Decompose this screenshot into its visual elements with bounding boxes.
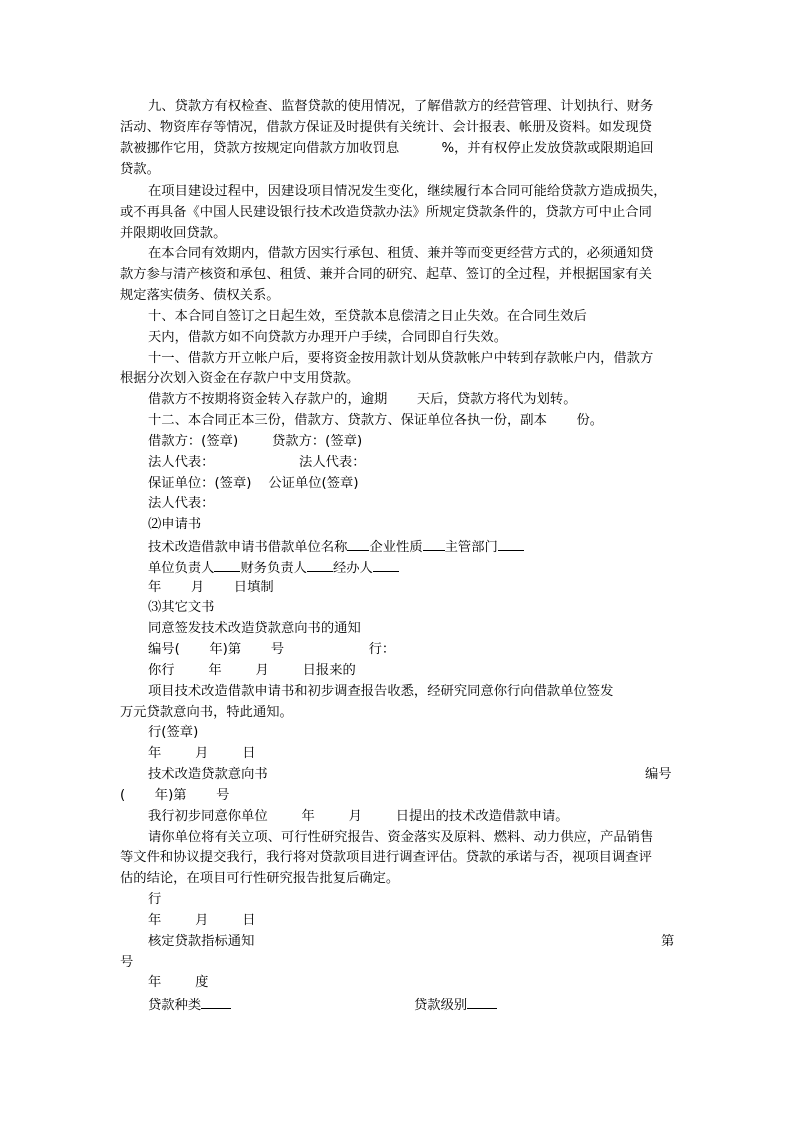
signature-legal-rep: 法人代表：: [148, 496, 215, 511]
intent-letter-body-line-2: 请你单位将有关立项、可行性研究报告、资金落实及原料、燃料、动力供应，产品销售: [148, 830, 654, 845]
quota-loan-level: [414, 996, 497, 1014]
intent-letter-sign: 行: [148, 892, 162, 907]
notice-body-line-1: 你行 年 月 日报来的: [148, 663, 356, 678]
section-other-docs-heading: ⑶其它文书: [148, 600, 215, 615]
quota-loan-type: [148, 996, 231, 1014]
blank-underline: [423, 538, 445, 551]
quota-notice-number-label: 第: [661, 934, 675, 949]
intent-letter-number-label: 编号: [645, 767, 672, 782]
field-label-handler: 经办人: [332, 561, 373, 576]
notice-date: 年 月 日: [148, 746, 256, 761]
blank-underline: [467, 996, 497, 1009]
signature-borrower-lender: 借款方：(签章) 贷款方：(签章): [148, 434, 363, 449]
section-application-heading: ⑵申请书: [148, 517, 202, 532]
clause-10-line-2: 天内，借款方如不向贷款方办理开户手续，合同即自行失效。: [148, 330, 508, 345]
blank-underline: [307, 559, 333, 572]
application-form-line-2: [148, 559, 399, 577]
application-fill-date: 年 月 日填制: [148, 580, 274, 595]
quota-notice-number-suffix: 号: [120, 955, 134, 970]
notice-body-line-3: 万元贷款意向书，特此通知。: [120, 705, 293, 720]
field-label-borrower-name: 技术改造借款申请书借款单位名称: [148, 540, 348, 555]
intent-letter-number-line: ( 年)第 号: [120, 788, 230, 803]
application-form-line-1: [148, 538, 524, 556]
notice-number-line: 编号( 年)第 号 行：: [148, 642, 396, 657]
quota-notice-title: 核定贷款指标通知: [148, 934, 255, 949]
clause-11-line-2: 根据分次划入资金在存款户中支用贷款。: [120, 371, 360, 386]
clause-9-line-4: 贷款。: [120, 162, 160, 177]
clause-9-line-1: 九、贷款方有权检查、监督贷款的使用情况，了解借款方的经营管理、计划执行、财务: [148, 99, 654, 114]
intent-letter-body-line-4: 估的结论，在项目可行性研究报告批复后确定。: [120, 871, 400, 886]
signature-guarantor-notary: 保证单位：(签章) 公证单位(签章): [148, 476, 359, 491]
signature-legal-reps: 法人代表： 法人代表：: [148, 455, 366, 470]
notice-body-line-2: 项目技术改造借款申请书和初步调查报告收悉，经研究同意你行向借款单位签发: [148, 684, 614, 699]
project-change-line-2: 或不再具备《中国人民建设银行技术改造贷款办法》所规定贷款条件的，贷款方可中止合同: [120, 205, 652, 220]
field-label-enterprise-type: 企业性质: [369, 540, 423, 555]
notice-title: 同意签发技术改造贷款意向书的通知: [148, 621, 361, 636]
intent-letter-title: 技术改造贷款意向书: [148, 767, 268, 782]
field-label-finance-head: 财务负责人: [240, 561, 307, 576]
project-change-line-3: 并限期收回贷款。: [120, 226, 227, 241]
intent-letter-body-line-3: 等文件和协议提交我行，我行将对贷款项目进行调查评估。贷款的承诺与否，视项目调查评: [120, 850, 652, 865]
clause-10-line-1: 十、本合同自签订之日起生效，至贷款本息偿清之日止失效。在合同生效后: [148, 309, 587, 324]
clause-11-line-1: 十一、借款方开立帐户后，要将资金按用款计划从贷款帐户中转到存款帐户内，借款方: [148, 351, 654, 366]
blank-underline: [214, 559, 240, 572]
field-label-unit-head: 单位负责人: [148, 561, 215, 576]
business-change-line-2: 款方参与清产核资和承包、租赁、兼并合同的研究、起草、签订的全过程，并根据国家有关: [120, 267, 652, 282]
business-change-line-3: 规定落实债务、债权关系。: [120, 288, 280, 303]
project-change-line-1: 在项目建设过程中，因建设项目情况发生变化，继续履行本合同可能给贷款方造成损失，: [148, 184, 667, 199]
intent-letter-date: 年 月 日: [148, 913, 256, 928]
field-label-loan-type: 贷款种类: [148, 998, 202, 1013]
blank-underline: [347, 538, 369, 551]
quota-notice-year: 年 度: [148, 975, 209, 990]
clause-12-line: 十二、本合同正本三份，借款方、贷款方、保证单位各执一份，副本 份。: [148, 413, 604, 428]
blank-underline: [498, 538, 524, 551]
clause-9-line-2: 活动、物资库存等情况，借款方保证及时提供有关统计、会计报表、帐册及资料。如发现贷: [120, 120, 652, 135]
notice-sign: 行(签章): [148, 725, 199, 740]
blank-underline: [373, 559, 399, 572]
blank-underline: [201, 996, 231, 1009]
intent-letter-body-line-1: 我行初步同意你单位 年 月 日提出的技术改造借款申请。: [148, 809, 569, 824]
business-change-line-1: 在本合同有效期内，借款方因实行承包、租赁、兼并等而变更经营方式的，必须通知贷: [148, 246, 654, 261]
field-label-supervisor-dept: 主管部门: [444, 540, 498, 555]
clause-9-line-3: 款被挪作它用，贷款方按规定向借款方加收罚息 %，并有权停止发放贷款或限期追回: [120, 141, 654, 156]
clause-11-line-3: 借款方不按期将资金转入存款户的，逾期 天后，贷款方将代为划转。: [148, 392, 577, 407]
field-label-loan-level: 贷款级别: [414, 998, 468, 1013]
